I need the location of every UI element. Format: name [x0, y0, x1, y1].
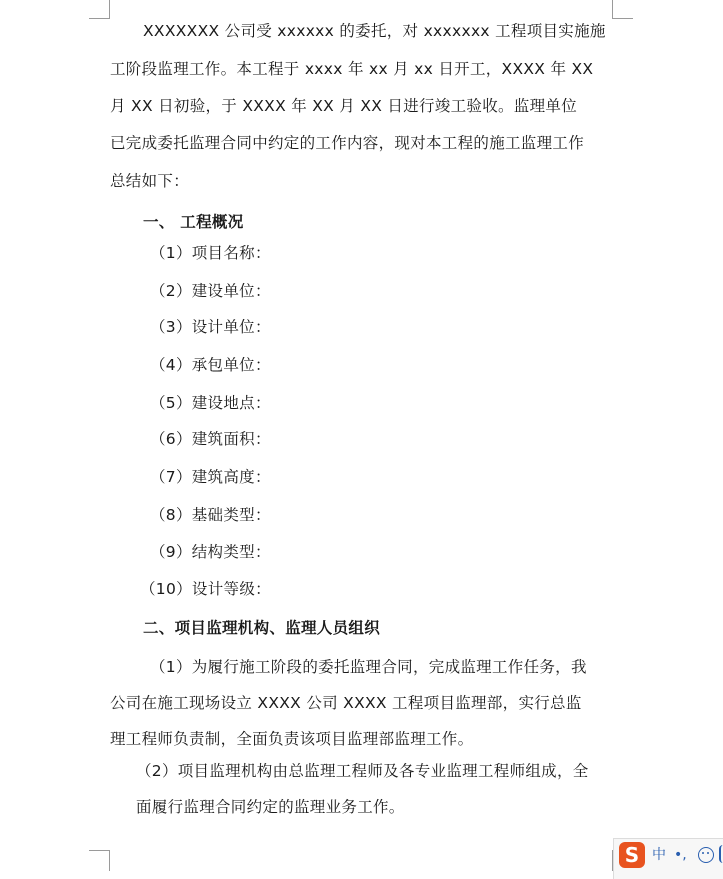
intro-line-2: 工阶段监理工作。本工程于 xxxx 年 xx 月 xx 日开工，XXXX 年 XX: [110, 60, 594, 78]
crop-mark-top-left: [89, 0, 110, 19]
section-1-heading: 一、 工程概况: [143, 213, 244, 231]
section-1-item: （1）项目名称：: [150, 244, 271, 262]
section-2-para1-line-2: 公司在施工现场设立 XXXX 公司 XXXX 工程项目监理部，实行总监: [110, 694, 582, 712]
section-1-item: （2）建设单位：: [150, 282, 271, 300]
ime-toolbar[interactable]: [613, 838, 723, 879]
section-1-item: （9）结构类型：: [150, 543, 271, 561]
section-2-para1-line-1: （1）为履行施工阶段的委托监理合同，完成监理工作任务，我: [150, 658, 587, 676]
input-mode-toggle[interactable]: 中: [652, 847, 666, 863]
section-2-para2-line-2: 面履行监理合同约定的监理业务工作。: [136, 798, 405, 816]
section-1-item: （10）设计等级：: [140, 580, 271, 598]
section-1-item: （3）设计单位：: [150, 318, 271, 336]
emoji-icon[interactable]: [698, 847, 714, 863]
section-2-heading: 二、项目监理机构、监理人员组织: [143, 619, 381, 637]
crop-mark-top-right: [612, 0, 633, 19]
section-1-item: （6）建筑面积：: [150, 430, 271, 448]
intro-line-1: XXXXXXX 公司受 xxxxxx 的委托，对 xxxxxxx 工程项目实施施: [143, 22, 606, 40]
section-2-para1-line-3: 理工程师负责制，全面负责该项目监理部监理工作。: [110, 730, 474, 748]
section-1-item: （4）承包单位：: [150, 356, 271, 374]
intro-line-4: 已完成委托监理合同中约定的工作内容，现对本工程的施工监理工作: [110, 134, 585, 152]
crop-mark-bottom-left: [89, 850, 110, 871]
section-2-para2-line-1: （2）项目监理机构由总监理工程师及各专业监理工程师组成，全: [136, 762, 589, 780]
section-1-item: （8）基础类型：: [150, 506, 271, 524]
more-tools-icon[interactable]: [719, 845, 723, 863]
punctuation-toggle[interactable]: •,: [674, 847, 687, 863]
intro-line-3: 月 XX 日初验，于 XXXX 年 XX 月 XX 日进行竣工验收。监理单位: [110, 97, 578, 115]
section-1-item: （5）建设地点：: [150, 394, 271, 412]
section-1-item: （7）建筑高度：: [150, 468, 271, 486]
intro-line-5: 总结如下：: [110, 172, 190, 190]
sogou-logo-icon[interactable]: S: [619, 842, 645, 868]
